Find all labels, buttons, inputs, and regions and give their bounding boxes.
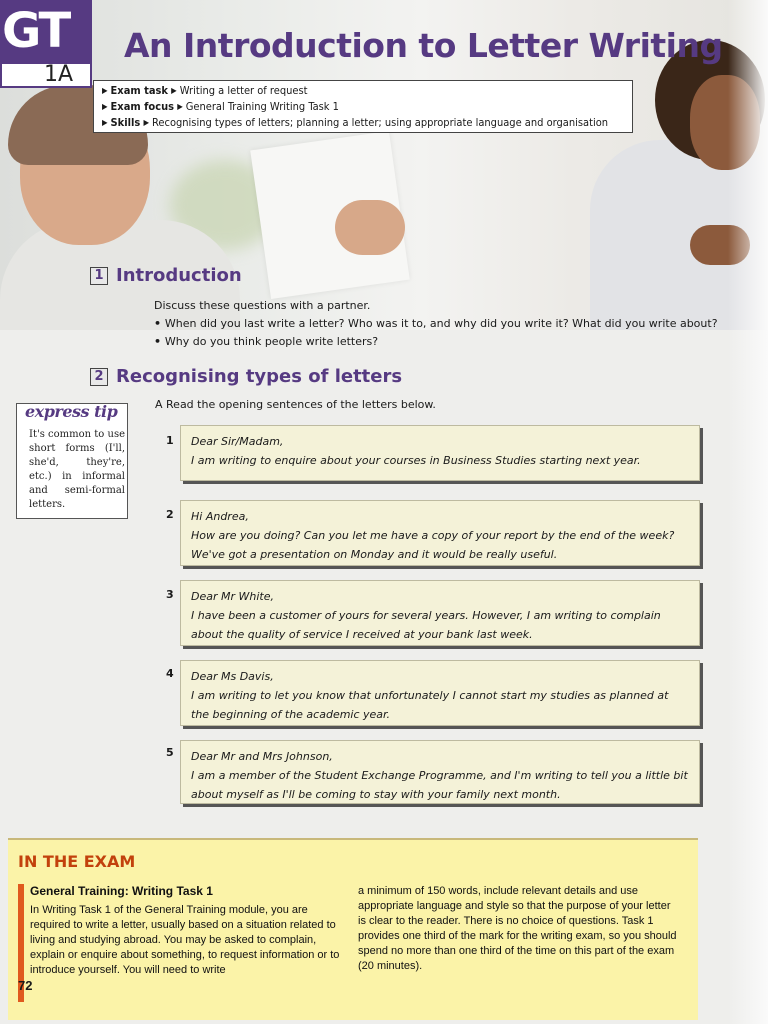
letter-excerpt — [180, 580, 700, 646]
section-number: 1 — [90, 267, 108, 285]
triangle-arrow-icon: ▶ — [177, 102, 183, 111]
letter-body: I have been a customer of yours for several years. However, I am writing to complain about the quality of service I received at your bank last week. — [191, 609, 661, 641]
introduction-prompt: Discuss these questions with a partner. — [154, 299, 371, 312]
letter-excerpt — [180, 500, 700, 566]
task-label: Skills — [110, 116, 141, 129]
letter-greeting: Dear Sir/Madam, — [191, 435, 284, 448]
page-title: An Introduction to Letter Writing — [124, 26, 723, 65]
triangle-bullet-icon: ▶ — [102, 86, 108, 95]
page-number: 72 — [18, 978, 33, 993]
task-value: Recognising types of letters; planning a letter; using appropriate language and organisation — [152, 116, 609, 129]
section-heading-introduction — [90, 265, 242, 286]
introduction-text — [154, 297, 718, 351]
letter-body: I am writing to let you know that unfortunately I cannot start my studies as planned at the beginning of the academic year. — [191, 689, 669, 721]
letter-number: 1 — [166, 434, 174, 447]
triangle-arrow-icon: ▶ — [171, 86, 177, 95]
task-row-exam-focus — [102, 99, 624, 115]
in-the-exam-heading: IN THE EXAM — [18, 852, 136, 871]
letter-greeting: Dear Mr and Mrs Johnson, — [191, 750, 333, 763]
section-instruction: A Read the opening sentences of the letters below. — [155, 398, 436, 411]
letter-greeting: Dear Mr White, — [191, 590, 274, 603]
triangle-bullet-icon: ▶ — [102, 118, 108, 127]
task-label: Exam task — [110, 84, 169, 97]
question-item: • Why do you think people write letters? — [154, 335, 379, 348]
exam-task-box — [93, 80, 633, 133]
task-row-skills — [102, 115, 624, 131]
task-row-exam-task — [102, 83, 624, 99]
module-badge: GT — [0, 0, 92, 62]
exam-text-right: a minimum of 150 words, include relevant details and use appropriate language and style so that the purpose of your letter is clear to the reader. There is no choice of questions. Task 1 provides one third of the mark for the writing exam, so you should spend no more than one third of the time on this part of the exam (20 minutes). — [358, 885, 677, 972]
letter-excerpt — [180, 740, 700, 804]
letter-excerpt — [180, 425, 700, 481]
exam-subheading: General Training: Writing Task 1 — [30, 884, 213, 898]
triangle-bullet-icon: ▶ — [102, 102, 108, 111]
section-heading-recognising — [90, 366, 402, 387]
letter-excerpt — [180, 660, 700, 726]
in-the-exam-box — [8, 838, 698, 1020]
question-item: • When did you last write a letter? Who was it to, and why did you write it? What did you write about? — [154, 317, 718, 330]
letter-number: 4 — [166, 667, 174, 680]
triangle-arrow-icon: ▶ — [143, 118, 150, 127]
task-value: Writing a letter of request — [179, 84, 308, 97]
question-text: When did you last write a letter? Who was it to, and why did you write it? What did you write about? — [164, 317, 718, 330]
man-figure-hand — [335, 200, 405, 255]
unit-badge: 1A — [0, 62, 92, 88]
exam-text-left: In Writing Task 1 of the General Training module, you are required to write a letter, usually based on a situation related to living and studying abroad. You may be asked to complain, explain or enquire about something, to request information or to introduce yourself. You will need to write — [30, 904, 340, 976]
express-tip-title: express tip — [25, 402, 118, 421]
letter-number: 3 — [166, 588, 174, 601]
section-number: 2 — [90, 368, 108, 386]
letter-body: How are you doing? Can you let me have a copy of your report by the end of the week? We've got a presentation on Monday and it would be really useful. — [191, 529, 675, 561]
letter-body: I am writing to enquire about your courses in Business Studies starting next year. — [191, 454, 641, 467]
letter-greeting: Dear Ms Davis, — [191, 670, 274, 683]
express-tip-box — [16, 403, 128, 519]
exam-column-right — [358, 884, 678, 974]
letter-number: 5 — [166, 746, 174, 759]
task-value: General Training Writing Task 1 — [185, 100, 339, 113]
question-text: Why do you think people write letters? — [164, 335, 379, 348]
letter-greeting: Hi Andrea, — [191, 510, 249, 523]
letter-body: I am a member of the Student Exchange Programme, and I'm writing to tell you a little bit about myself as I'll be coming to stay with your family next month. — [191, 769, 688, 801]
task-label: Exam focus — [110, 100, 175, 113]
page-edge-shadow — [728, 0, 768, 1024]
section-title: Introduction — [116, 265, 242, 286]
letter-number: 2 — [166, 508, 174, 521]
exam-column-left — [30, 884, 348, 978]
express-tip-text: It's common to use short forms (I'll, she'd, they're, etc.) in informal and semi-formal letters. — [29, 429, 125, 510]
section-title: Recognising types of letters — [116, 366, 403, 387]
